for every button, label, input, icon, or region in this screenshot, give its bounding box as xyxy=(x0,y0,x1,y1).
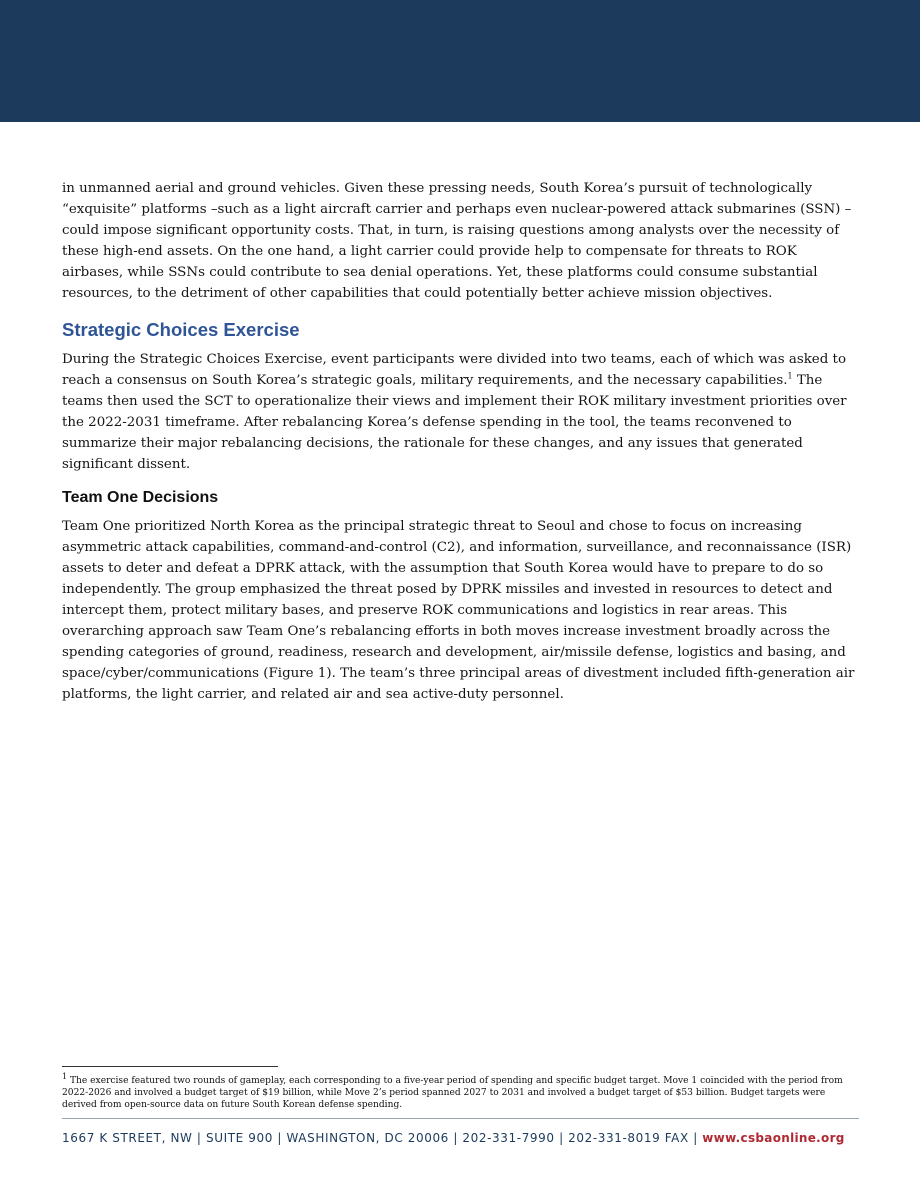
footer-suite: SUITE 900 xyxy=(206,1131,273,1145)
footer-phone: 202-331-7990 xyxy=(462,1131,555,1145)
team-one-paragraph: Team One prioritized North Korea as the principal strategic threat to Seoul and chose to focus on increasing asymmetric attack capabilities, command-and-control (C2), and information, surveillance, and reconnaissance (ISR) assets to deter and defeat a DPRK attack, with the assumption that South Korea would have to prepare to do so independently. The group emphasized the threat posed by DPRK missiles and invested in resources to detect and intercept them, protect military bases, and preserve ROK communications and logistics in rear areas. This overarching approach saw Team One’s rebalancing efforts in both moves increase investment broadly across the spending categories of ground, readiness, research and development, air/missile defense, logistics and basing, and space/cyber/communications (Figure 1). The team’s three principal areas of divestment included fifth-generation air platforms, the light carrier, and related air and sea active-duty personnel. xyxy=(62,519,855,702)
section-paragraph xyxy=(62,349,862,475)
footnote-divider xyxy=(62,1066,278,1067)
footnote-reference[interactable]: 1 xyxy=(787,371,793,381)
section-heading: Strategic Choices Exercise xyxy=(62,319,300,340)
footer-website-link[interactable]: www.csbaonline.org xyxy=(702,1131,845,1145)
page-footer xyxy=(62,1130,862,1146)
main-content xyxy=(62,178,862,705)
footnote-marker: 1 xyxy=(62,1071,68,1081)
section-paragraph-text-1: During the Strategic Choices Exercise, event participants were divided into two teams, each of which was asked to reach a consensus on South Korea’s strategic goals, military requirements, and the necessary capabilities. xyxy=(62,352,846,388)
intro-paragraph: in unmanned aerial and ground vehicles. Given these pressing needs, South Korea’s pursuit of technologically “exquisite” platforms –such as a light aircraft carrier and perhaps even nuclear-powered attack submarines (SSN) – could impose significant opportunity costs. That, in turn, is raising questions among analysts over the necessity of these high-end assets. On the one hand, a light carrier could provide help to compensate for threats to ROK airbases, while SSNs could contribute to sea denial operations. Yet, these platforms could consume substantial resources, to the detriment of other capabilities that could potentially better achieve mission objectives. xyxy=(62,181,852,301)
footer-separator: | xyxy=(277,1131,283,1145)
section-paragraph-text-2: The teams then used the SCT to operationalize their views and implement their ROK military investment priorities over the 2022-2031 timeframe. After rebalancing Korea’s defense spending in the tool, the teams reconvened to summarize their major rebalancing decisions, the rationale for these changes, and any issues that generated significant dissent. xyxy=(62,373,847,472)
footer-address: 1667 K STREET, NW xyxy=(62,1131,193,1145)
footnote xyxy=(62,1071,862,1111)
footer-separator: | xyxy=(559,1131,564,1145)
header-band xyxy=(0,0,920,122)
subsection-heading: Team One Decisions xyxy=(62,489,219,506)
footnote-text: The exercise featured two rounds of gameplay, each corresponding to a five-year period of spending and specific budget target. Move 1 coincided with the period from 2022-2026 and involved a budget target of $19 billion, while Move 2’s period spanned 2027 to 2031 and involved a budget target of $53 billion. Budget targets were derived from open-source data on future South Korean defense spending. xyxy=(62,1076,843,1110)
footer-city: WASHINGTON, DC 20006 xyxy=(286,1131,449,1145)
footer-fax: 202-331-8019 FAX xyxy=(568,1131,689,1145)
footer-divider xyxy=(62,1118,859,1119)
footer-separator: | xyxy=(196,1131,202,1145)
footer-separator: | xyxy=(693,1131,698,1145)
footer-separator: | xyxy=(453,1131,458,1145)
